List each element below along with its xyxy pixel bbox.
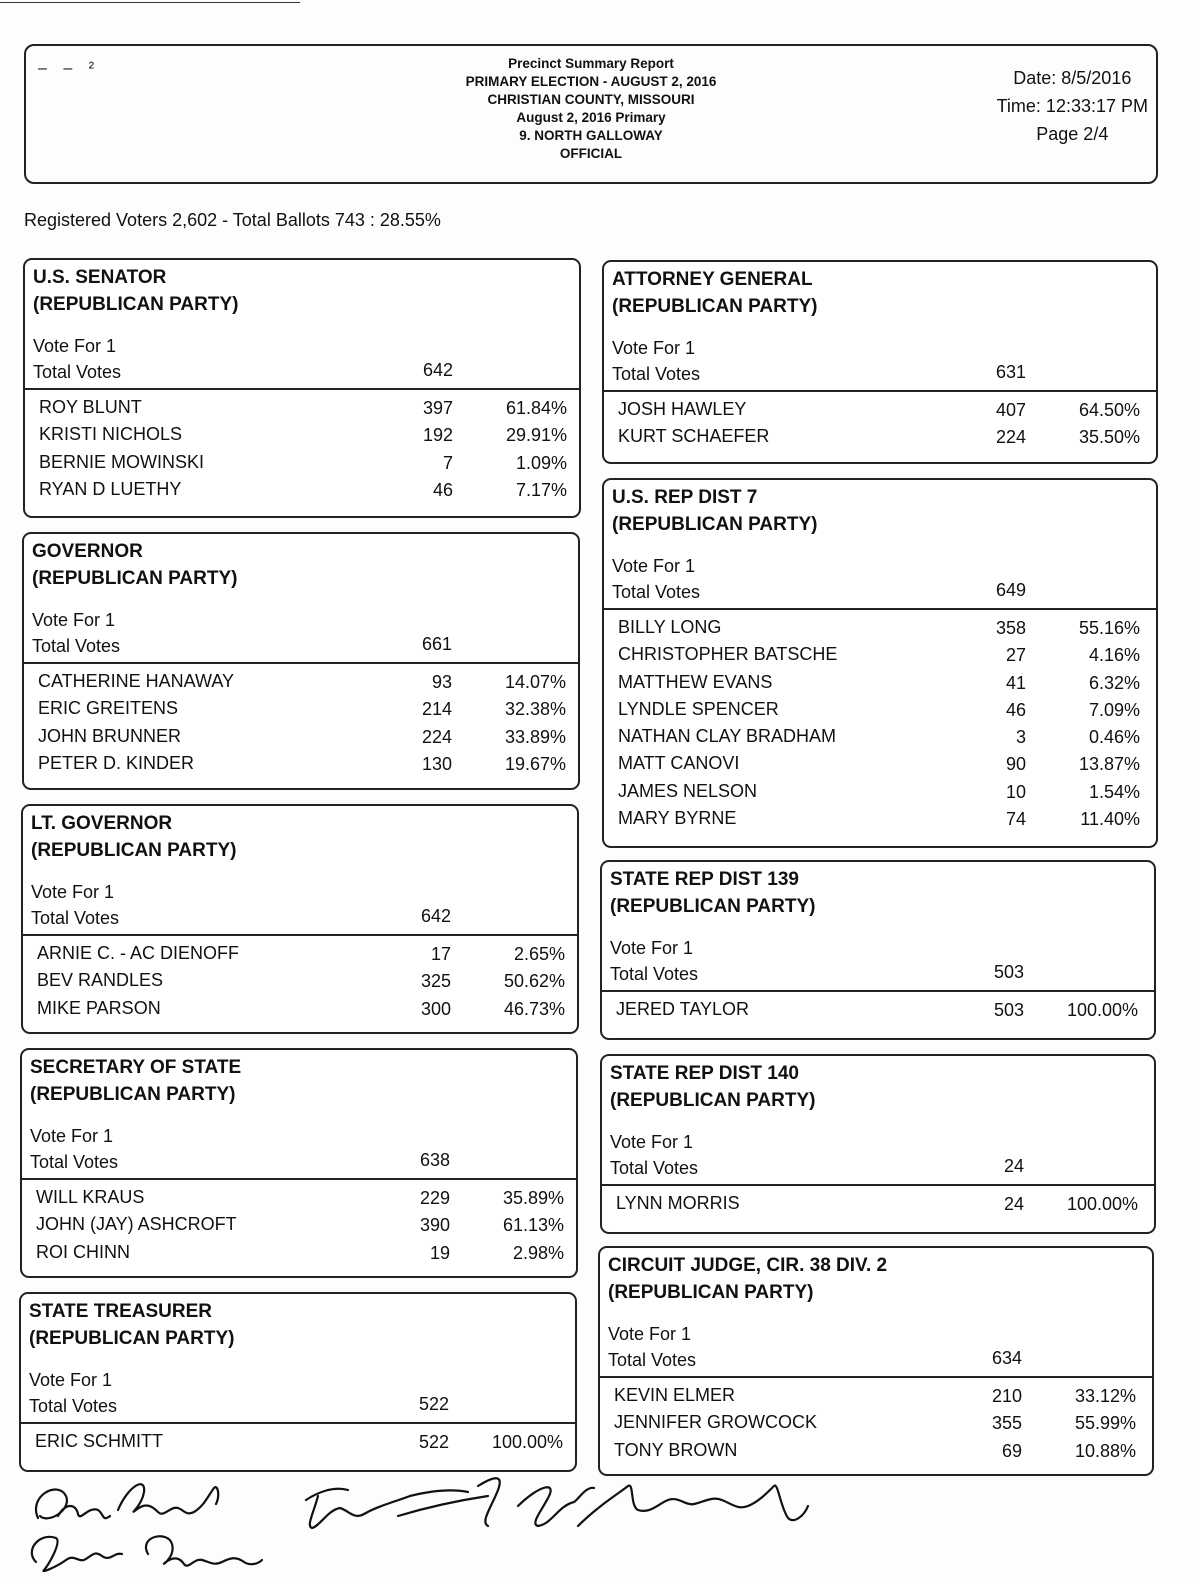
divider — [25, 388, 579, 390]
candidate-row — [25, 423, 579, 450]
candidate-row — [600, 1439, 1152, 1466]
race-box-governor — [22, 532, 580, 790]
party-name: (REPUBLICAN PARTY) — [612, 514, 818, 535]
candidate-row — [604, 425, 1156, 452]
party-name: (REPUBLICAN PARTY) — [32, 568, 238, 589]
divider — [604, 390, 1156, 392]
candidate-name: LYNN MORRIS — [616, 1193, 740, 1213]
vote-for-label: Vote For 1 — [610, 1132, 694, 1152]
party-name: (REPUBLICAN PARTY) — [610, 896, 816, 917]
candidate-votes: 3 — [1015, 727, 1026, 748]
candidate-percent: 100.00% — [491, 1432, 563, 1452]
candidate-list — [602, 1192, 1154, 1219]
candidate-row — [22, 1241, 576, 1268]
candidate-percent: 33.12% — [1074, 1386, 1136, 1406]
candidate-row — [21, 1430, 575, 1457]
contest-name: U.S. REP DIST 7 — [612, 487, 758, 508]
vote-for-label: Vote For 1 — [31, 882, 115, 902]
vote-for-label: Vote For 1 — [608, 1324, 692, 1344]
candidate-row — [602, 1192, 1154, 1219]
candidate-name: RYAN D LUETHY — [39, 478, 182, 499]
page-top-rule — [0, 2, 300, 3]
candidate-votes: 41 — [1005, 672, 1026, 693]
candidate-name: WILL KRAUS — [36, 1187, 145, 1207]
candidate-percent: 11.40% — [1080, 809, 1140, 830]
candidate-name: KRISTI NICHOLS — [39, 424, 183, 445]
candidate-votes: 74 — [1005, 809, 1026, 830]
candidate-percent: 100.00% — [1066, 1194, 1138, 1214]
divider — [602, 990, 1154, 992]
candidate-row — [25, 451, 579, 478]
race-title — [31, 810, 236, 864]
race-box-attorney-general — [602, 260, 1158, 464]
candidate-votes: 10 — [1005, 781, 1026, 802]
candidate-votes: 130 — [421, 753, 452, 774]
divider — [24, 662, 578, 664]
vote-for-block — [612, 553, 700, 605]
vote-for-block — [608, 1321, 696, 1373]
party-name: (REPUBLICAN PARTY) — [610, 1090, 816, 1111]
candidate-votes: 397 — [422, 398, 453, 418]
candidate-percent: 4.16% — [1088, 645, 1140, 666]
race-box-secretary-of-state — [20, 1048, 578, 1278]
divider — [21, 1422, 575, 1424]
total-votes-value: 503 — [993, 962, 1024, 982]
candidate-percent: 61.13% — [502, 1215, 564, 1236]
vote-for-block — [30, 1123, 118, 1175]
candidate-name: KEVIN ELMER — [614, 1385, 736, 1405]
total-votes-value: 634 — [991, 1348, 1022, 1368]
total-votes-value: 642 — [420, 906, 451, 926]
party-name: (REPUBLICAN PARTY) — [612, 296, 818, 317]
total-votes-value: 24 — [1003, 1156, 1024, 1176]
race-title — [29, 1298, 234, 1352]
party-name: (REPUBLICAN PARTY) — [33, 294, 239, 315]
contest-name: STATE REP DIST 139 — [610, 869, 799, 890]
candidate-percent: 50.62% — [503, 971, 565, 992]
report-date: Date: 8/5/2016 — [1013, 68, 1132, 88]
total-votes-label: Total Votes — [610, 964, 699, 984]
candidate-name: JOHN (JAY) ASHCROFT — [36, 1214, 237, 1235]
signature-2 — [32, 1536, 262, 1571]
race-box-lt-governor — [21, 804, 579, 1034]
candidate-percent: 14.07% — [504, 672, 566, 692]
candidate-row — [604, 807, 1156, 834]
candidate-votes: 19 — [429, 1242, 450, 1263]
candidate-name: PETER D. KINDER — [38, 752, 195, 773]
candidate-votes: 390 — [419, 1215, 450, 1236]
candidate-name: JENNIFER GROWCOCK — [614, 1412, 818, 1433]
candidate-name: ROY BLUNT — [39, 397, 142, 417]
total-votes-label: Total Votes — [612, 582, 701, 602]
candidate-name: JAMES NELSON — [618, 780, 758, 801]
candidate-votes: 325 — [420, 971, 451, 992]
candidate-list — [25, 396, 579, 505]
candidate-row — [25, 478, 579, 505]
candidate-votes: 358 — [995, 618, 1026, 638]
report-header — [24, 44, 1158, 184]
candidate-percent: 2.65% — [513, 944, 565, 964]
candidate-percent: 29.91% — [505, 425, 567, 446]
candidate-votes: 214 — [421, 699, 452, 720]
total-votes-value: 522 — [418, 1394, 449, 1414]
candidate-name: ERIC SCHMITT — [35, 1431, 163, 1451]
candidate-row — [23, 942, 577, 969]
candidate-percent: 55.99% — [1074, 1413, 1136, 1434]
vote-for-block — [33, 333, 121, 385]
candidate-list — [23, 942, 577, 1024]
contest-name: SECRETARY OF STATE — [30, 1057, 242, 1078]
candidate-percent: 0.46% — [1088, 727, 1140, 748]
vote-for-label: Vote For 1 — [610, 938, 694, 958]
candidate-percent: 32.38% — [504, 699, 566, 720]
candidate-row — [22, 1213, 576, 1240]
candidate-votes: 224 — [995, 427, 1026, 448]
candidate-votes: 192 — [422, 425, 453, 446]
contest-name: GOVERNOR — [32, 541, 143, 562]
candidate-row — [602, 998, 1154, 1025]
candidate-votes: 224 — [421, 726, 452, 747]
candidate-votes: 90 — [1005, 754, 1026, 775]
candidate-name: BERNIE MOWINSKI — [39, 451, 205, 472]
total-votes-value: 661 — [421, 634, 452, 654]
signature-3 — [306, 1478, 500, 1528]
candidate-name: NATHAN CLAY BRADHAM — [618, 726, 837, 747]
candidate-votes: 522 — [418, 1432, 449, 1452]
candidate-percent: 1.54% — [1088, 781, 1140, 802]
candidate-row — [24, 725, 578, 752]
race-box-u-s-senator — [23, 258, 581, 518]
candidate-percent: 10.88% — [1074, 1440, 1136, 1461]
vote-for-block — [612, 335, 700, 387]
divider — [22, 1178, 576, 1180]
party-name: (REPUBLICAN PARTY) — [31, 840, 237, 861]
candidate-percent: 2.98% — [512, 1242, 564, 1263]
candidate-row — [604, 725, 1156, 752]
candidate-name: MATTHEW EVANS — [618, 671, 773, 692]
race-title — [610, 866, 815, 920]
race-box-circuit-judge-cir-38-div-2 — [598, 1246, 1154, 1476]
race-box-state-rep-dist-139 — [600, 860, 1156, 1040]
race-title — [612, 484, 817, 538]
candidate-votes: 503 — [993, 1000, 1024, 1020]
vote-for-label: Vote For 1 — [30, 1126, 114, 1146]
candidate-percent: 13.87% — [1078, 754, 1140, 775]
candidate-percent: 100.00% — [1066, 1000, 1138, 1020]
candidate-name: BILLY LONG — [618, 617, 722, 637]
candidate-votes: 229 — [419, 1188, 450, 1208]
candidate-name: MIKE PARSON — [37, 997, 161, 1018]
signatures-graphic — [18, 1466, 818, 1584]
candidate-name: CHRISTOPHER BATSCHE — [618, 644, 838, 665]
candidate-row — [24, 670, 578, 697]
party-name: (REPUBLICAN PARTY) — [608, 1282, 814, 1303]
candidate-votes: 24 — [1003, 1194, 1024, 1214]
candidate-percent: 6.32% — [1088, 672, 1140, 693]
candidate-list — [22, 1186, 576, 1268]
candidate-name: JERED TAYLOR — [616, 999, 750, 1019]
candidate-votes: 27 — [1005, 645, 1026, 666]
candidate-votes: 93 — [431, 672, 452, 692]
race-title — [32, 538, 237, 592]
candidate-percent: 7.17% — [515, 479, 567, 500]
candidate-row — [24, 697, 578, 724]
race-box-state-treasurer — [19, 1292, 577, 1472]
candidate-percent: 55.16% — [1078, 618, 1140, 638]
candidate-row — [604, 671, 1156, 698]
candidate-votes: 46 — [1005, 699, 1026, 720]
candidate-row — [604, 780, 1156, 807]
candidate-row — [604, 698, 1156, 725]
divider — [23, 934, 577, 936]
candidate-percent: 33.89% — [504, 726, 566, 747]
total-votes-label: Total Votes — [33, 362, 122, 382]
divider — [600, 1376, 1152, 1378]
contest-name: U.S. SENATOR — [33, 267, 167, 288]
candidate-row — [600, 1384, 1152, 1411]
candidate-row — [604, 752, 1156, 779]
vote-for-block — [31, 879, 119, 931]
race-box-state-rep-dist-140 — [600, 1054, 1156, 1234]
candidate-list — [21, 1430, 575, 1457]
precinct-name: 9. NORTH GALLOWAY — [519, 128, 663, 143]
candidate-row — [23, 997, 577, 1024]
candidate-percent: 46.73% — [503, 998, 565, 1019]
total-votes-label: Total Votes — [30, 1152, 119, 1172]
candidate-percent: 19.67% — [504, 753, 566, 774]
candidate-list — [604, 398, 1156, 453]
total-votes-label: Total Votes — [32, 636, 121, 656]
contest-name: LT. GOVERNOR — [31, 813, 173, 834]
report-time: Time: 12:33:17 PM — [996, 96, 1148, 116]
party-name: (REPUBLICAN PARTY) — [29, 1328, 235, 1349]
vote-for-block — [610, 1129, 698, 1181]
candidate-votes: 355 — [991, 1413, 1022, 1434]
total-votes-label: Total Votes — [610, 1158, 699, 1178]
candidate-name: ROI CHINN — [36, 1241, 130, 1262]
candidate-votes: 7 — [442, 452, 453, 473]
total-votes-label: Total Votes — [29, 1396, 118, 1416]
candidate-percent: 7.09% — [1088, 699, 1140, 720]
vote-for-label: Vote For 1 — [612, 338, 696, 358]
registered-voters-summary: Registered Voters 2,602 - Total Ballots 743 : 28.55% — [24, 210, 441, 230]
corner-mark: – – ² — [38, 60, 101, 77]
candidate-name: LYNDLE SPENCER — [618, 698, 779, 719]
total-votes-value: 631 — [995, 362, 1026, 382]
contest-name: CIRCUIT JUDGE, CIR. 38 DIV. 2 — [608, 1255, 888, 1276]
candidate-votes: 17 — [430, 944, 451, 964]
candidate-name: BEV RANDLES — [37, 970, 164, 991]
report-title: Precinct Summary Report — [508, 56, 674, 71]
contest-name: STATE REP DIST 140 — [610, 1063, 799, 1084]
divider — [602, 1184, 1154, 1186]
candidate-votes: 46 — [432, 479, 453, 500]
candidate-name: KURT SCHAEFER — [618, 426, 770, 447]
vote-for-label: Vote For 1 — [33, 336, 117, 356]
party-name: (REPUBLICAN PARTY) — [30, 1084, 236, 1105]
vote-for-label: Vote For 1 — [29, 1370, 113, 1390]
candidate-votes: 69 — [1001, 1440, 1022, 1461]
candidate-list — [24, 670, 578, 779]
candidate-name: ARNIE C. - AC DIENOFF — [37, 943, 240, 963]
candidate-row — [600, 1411, 1152, 1438]
candidate-name: MATT CANOVI — [618, 753, 740, 774]
candidate-percent: 61.84% — [505, 398, 567, 418]
candidate-votes: 300 — [420, 998, 451, 1019]
candidate-row — [604, 616, 1156, 643]
page-number: Page 2/4 — [1036, 124, 1109, 144]
election-subtitle: August 2, 2016 Primary — [516, 110, 666, 125]
official-label: OFFICIAL — [559, 146, 623, 161]
vote-for-label: Vote For 1 — [612, 556, 696, 576]
candidate-name: ERIC GREITENS — [38, 698, 179, 719]
candidate-row — [25, 396, 579, 423]
candidate-percent: 35.89% — [502, 1188, 564, 1208]
candidate-list — [600, 1384, 1152, 1466]
candidate-row — [23, 969, 577, 996]
report-title-block — [26, 55, 1156, 163]
candidate-row — [604, 643, 1156, 670]
candidate-votes: 210 — [991, 1386, 1022, 1406]
candidate-percent: 1.09% — [515, 452, 567, 473]
candidate-votes: 407 — [995, 400, 1026, 420]
total-votes-label: Total Votes — [612, 364, 701, 384]
total-votes-value: 649 — [995, 580, 1026, 600]
candidate-name: JOHN BRUNNER — [38, 725, 182, 746]
total-votes-value: 642 — [422, 360, 453, 380]
vote-for-block — [32, 607, 120, 659]
race-box-u-s-rep-dist-7 — [602, 478, 1158, 848]
vote-for-block — [610, 935, 698, 987]
candidate-name: TONY BROWN — [614, 1439, 738, 1460]
race-title — [33, 264, 238, 318]
contest-name: ATTORNEY GENERAL — [612, 269, 813, 290]
total-votes-label: Total Votes — [31, 908, 120, 928]
vote-for-block — [29, 1367, 117, 1419]
candidate-name: MARY BYRNE — [618, 808, 737, 829]
election-name: PRIMARY ELECTION - AUGUST 2, 2016 — [465, 74, 717, 89]
candidate-row — [604, 398, 1156, 425]
county-name: CHRISTIAN COUNTY, MISSOURI — [487, 92, 695, 107]
total-votes-value: 638 — [419, 1150, 450, 1170]
candidate-list — [602, 998, 1154, 1025]
race-title — [608, 1252, 887, 1306]
candidate-list — [604, 616, 1156, 834]
signature-4 — [518, 1486, 808, 1526]
candidate-name: JOSH HAWLEY — [618, 399, 747, 419]
candidate-name: CATHERINE HANAWAY — [38, 671, 235, 691]
candidate-row — [24, 752, 578, 779]
race-title — [610, 1060, 815, 1114]
candidate-percent: 35.50% — [1078, 427, 1140, 448]
candidate-percent: 64.50% — [1078, 400, 1140, 420]
race-title — [30, 1054, 241, 1108]
contest-name: STATE TREASURER — [29, 1301, 212, 1322]
vote-for-label: Vote For 1 — [32, 610, 116, 630]
signature-1 — [36, 1484, 218, 1518]
race-title — [612, 266, 817, 320]
candidate-row — [22, 1186, 576, 1213]
divider — [604, 608, 1156, 610]
total-votes-label: Total Votes — [608, 1350, 697, 1370]
report-meta — [997, 64, 1148, 148]
